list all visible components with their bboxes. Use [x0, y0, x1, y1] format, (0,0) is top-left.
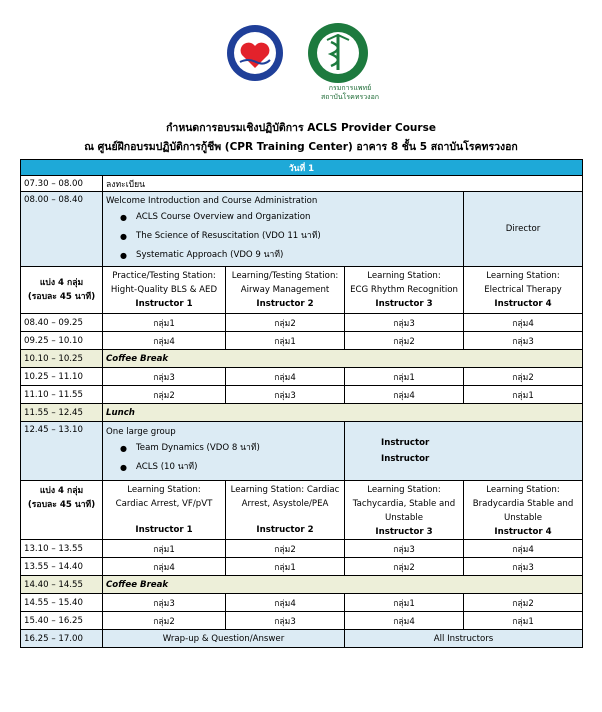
time-cell: 10.25 – 11.10: [21, 368, 103, 386]
group-cell: กลุ่ม2: [464, 594, 583, 612]
wrapup-speaker: All Instructors: [345, 630, 583, 648]
time-cell: 16.25 – 17.00: [21, 630, 103, 648]
group-cell: กลุ่ม3: [345, 540, 464, 558]
wrapup-label: Wrap-up & Question/Answer: [103, 630, 345, 648]
group-cell: กลุ่ม3: [464, 332, 583, 350]
table-row: [21, 558, 583, 576]
table-row: [21, 594, 583, 612]
group-cell: กลุ่ม2: [345, 332, 464, 350]
station-type: Learning/Testing Station:: [231, 271, 339, 281]
ministry-of-public-health-logo: [307, 22, 369, 84]
station-type: Learning Station:: [486, 271, 560, 281]
day-header: วันที่ 1: [21, 160, 583, 176]
large-group-row: [21, 422, 583, 481]
group-cell: กลุ่ม4: [226, 594, 345, 612]
time-cell: 14.55 – 15.40: [21, 594, 103, 612]
station-4: [464, 481, 583, 540]
welcome-list: [106, 208, 460, 265]
group-cell: กลุ่ม2: [226, 314, 345, 332]
list-item: ● ACLS Course Overview and Organization: [136, 208, 460, 227]
time-cell: 13.55 – 14.40: [21, 558, 103, 576]
group-duration-label: (รอบละ 45 นาที): [27, 500, 96, 510]
station-type: Learning Station:: [367, 271, 441, 281]
group-cell: กลุ่ม1: [226, 332, 345, 350]
group-split-cell: [21, 481, 103, 540]
group-cell: กลุ่ม3: [464, 558, 583, 576]
welcome-title: Welcome Introduction and Course Administration: [106, 196, 318, 206]
group-cell: กลุ่ม4: [226, 368, 345, 386]
group-cell: กลุ่ม3: [103, 368, 226, 386]
table-row: [21, 386, 583, 404]
station-topic: Airway Management: [240, 285, 330, 295]
group-cell: กลุ่ม3: [103, 594, 226, 612]
group-cell: กลุ่ม2: [464, 368, 583, 386]
group-cell: กลุ่ม2: [345, 558, 464, 576]
station-instructor: Instructor 3: [375, 527, 433, 537]
group-cell: กลุ่ม1: [103, 540, 226, 558]
table-row: [21, 612, 583, 630]
group-cell: กลุ่ม1: [464, 612, 583, 630]
station-1: [103, 267, 226, 314]
station-4: [464, 267, 583, 314]
time-cell: 09.25 – 10.10: [21, 332, 103, 350]
station-row: [21, 481, 583, 540]
time-cell: 08.40 – 09.25: [21, 314, 103, 332]
time-cell: 10.10 – 10.25: [21, 350, 103, 368]
group-cell: กลุ่ม4: [103, 332, 226, 350]
day-header-row: [21, 160, 583, 176]
lunch-label: Lunch: [103, 404, 583, 422]
table-row: [21, 332, 583, 350]
resuscitation-council-logo: [226, 24, 284, 82]
large-group-speakers: [345, 422, 583, 481]
speaker-1: Instructor: [381, 438, 430, 448]
coffee-break-row: [21, 576, 583, 594]
station-topic: ECG Rhythm Recognition: [350, 285, 458, 295]
coffee-break-row: [21, 350, 583, 368]
list-item: ● ACLS (10 นาที): [136, 458, 341, 477]
group-cell: กลุ่ม4: [103, 558, 226, 576]
group-cell: กลุ่ม3: [345, 314, 464, 332]
station-topic: Hight-Quality BLS & AED: [110, 285, 218, 295]
group-cell: กลุ่ม1: [103, 314, 226, 332]
registration-text: ลงทะเบียน: [103, 176, 583, 192]
large-group-list: [106, 439, 341, 477]
large-group-title: One large group: [106, 427, 176, 437]
station-row: [21, 267, 583, 314]
station-topic-cont: Unstable: [504, 513, 542, 523]
station-type: Learning Station:: [486, 485, 560, 495]
group-cell: กลุ่ม3: [226, 612, 345, 630]
time-cell: 08.00 – 08.40: [21, 192, 103, 267]
list-item: ● Systematic Approach (VDO 9 นาที): [136, 246, 460, 265]
time-cell: 12.45 – 13.10: [21, 422, 103, 481]
station-3: [345, 481, 464, 540]
station-topic-cont: Unstable: [385, 513, 423, 523]
wrapup-row: [21, 630, 583, 648]
station-instructor: Instructor 3: [375, 299, 433, 309]
caption-line-1: กรมการแพทย์: [328, 84, 372, 92]
table-row: [21, 368, 583, 386]
station-type: Learning Station:: [127, 485, 201, 495]
logo-area: [0, 22, 602, 102]
caption-line-2: สถาบันโรคทรวงอก: [320, 93, 380, 101]
spacer: [106, 511, 222, 523]
station-2: [226, 481, 345, 540]
coffee-break-label: Coffee Break: [103, 350, 583, 368]
group-cell: กลุ่ม2: [103, 386, 226, 404]
station-instructor: Instructor 4: [494, 527, 552, 537]
schedule-table: [20, 159, 583, 648]
welcome-row: [21, 192, 583, 267]
group-cell: กลุ่ม1: [464, 386, 583, 404]
station-type: Learning Station: Cardiac: [230, 485, 340, 495]
group-cell: กลุ่ม4: [345, 612, 464, 630]
station-3: [345, 267, 464, 314]
speaker-2: Instructor: [381, 454, 430, 464]
speaker-cell: Director: [464, 192, 583, 267]
moph-caption: [305, 84, 395, 102]
station-instructor: Instructor 2: [256, 299, 314, 309]
time-cell: 14.40 – 14.55: [21, 576, 103, 594]
group-duration-label: (รอบละ 45 นาที): [27, 292, 96, 302]
group-split-label: แบ่ง 4 กลุ่ม: [39, 486, 84, 496]
group-split-cell: [21, 267, 103, 314]
group-cell: กลุ่ม4: [345, 386, 464, 404]
station-topic: Arrest, Asystole/PEA: [241, 499, 329, 509]
coffee-break-label: Coffee Break: [103, 576, 583, 594]
large-group-content: [103, 422, 345, 481]
lunch-row: [21, 404, 583, 422]
group-cell: กลุ่ม2: [226, 540, 345, 558]
station-topic: Tachycardia, Stable and: [352, 499, 456, 509]
station-type: Practice/Testing Station:: [112, 271, 216, 281]
station-instructor: Instructor 4: [494, 299, 552, 309]
station-instructor: Instructor 2: [256, 525, 314, 535]
group-cell: กลุ่ม4: [464, 540, 583, 558]
spacer: [229, 511, 341, 523]
list-item: ● Team Dynamics (VDO 8 นาที): [136, 439, 341, 458]
station-topic: Electrical Therapy: [484, 285, 562, 295]
station-topic: Bradycardia Stable and: [472, 499, 574, 509]
group-cell: กลุ่ม3: [226, 386, 345, 404]
group-split-label: แบ่ง 4 กลุ่ม: [39, 278, 84, 288]
group-cell: กลุ่ม1: [226, 558, 345, 576]
course-venue: ณ ศูนย์ฝึกอบรมปฏิบัติการกู้ชีพ (CPR Training Center) อาคาร 8 ชั้น 5 สถาบันโรคทรวงอก: [84, 141, 518, 153]
station-type: Learning Station:: [367, 485, 441, 495]
time-cell: 15.40 – 16.25: [21, 612, 103, 630]
time-cell: 11.10 – 11.55: [21, 386, 103, 404]
time-cell: 11.55 – 12.45: [21, 404, 103, 422]
time-cell: 13.10 – 13.55: [21, 540, 103, 558]
table-row: [21, 314, 583, 332]
group-cell: กลุ่ม2: [103, 612, 226, 630]
station-instructor: Instructor 1: [135, 525, 193, 535]
table-row: [21, 540, 583, 558]
group-cell: กลุ่ม4: [464, 314, 583, 332]
registration-row: [21, 176, 583, 192]
group-cell: กลุ่ม1: [345, 368, 464, 386]
list-item: ● The Science of Resuscitation (VDO 11 นาที): [136, 227, 460, 246]
station-1: [103, 481, 226, 540]
group-cell: กลุ่ม1: [345, 594, 464, 612]
station-2: [226, 267, 345, 314]
station-instructor: Instructor 1: [135, 299, 193, 309]
welcome-content: [103, 192, 464, 267]
station-topic: Cardiac Arrest, VF/pVT: [115, 499, 213, 509]
time-cell: 07.30 – 08.00: [21, 176, 103, 192]
course-title: กำหนดการอบรมเชิงปฏิบัติการ ACLS Provider Course: [166, 122, 436, 134]
